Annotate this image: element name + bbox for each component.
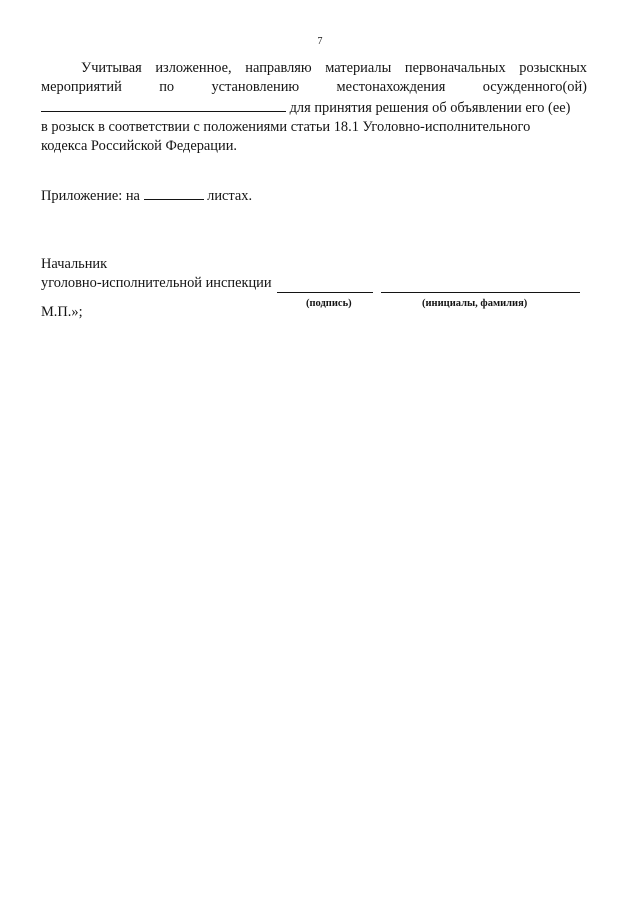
paragraph-line-1 <box>41 59 587 78</box>
word: местонахождения <box>336 79 446 95</box>
caption-name: (инициалы, фамилия) <box>422 298 528 309</box>
signer-title-line-1: Начальник <box>41 256 108 272</box>
word: осужденного(ой) <box>482 79 587 95</box>
word: по <box>159 79 175 95</box>
signer-title-line-2: уголовно-исполнительной инспекции <box>41 275 272 291</box>
stamp-place: М.П.»; <box>41 304 83 320</box>
word: установлению <box>211 79 300 95</box>
word: изложенное, <box>155 60 232 76</box>
paragraph-line-2 <box>41 78 587 97</box>
signature-block <box>41 255 587 309</box>
appendix-suffix: листах. <box>207 188 253 204</box>
name-blank[interactable] <box>381 278 580 293</box>
word: первоначальных <box>404 60 506 76</box>
word: направляю <box>245 60 312 76</box>
word: Учитывая <box>81 60 142 76</box>
word: мероприятий <box>41 79 122 95</box>
signature-blank[interactable] <box>277 278 373 293</box>
page-number: 7 <box>317 36 323 47</box>
signer-title-row <box>41 274 587 293</box>
paragraph-line-3 <box>41 97 587 118</box>
paragraph-line-4: в розыск в соответствии с положениями статьи 18.1 Уголовно-исполнительного <box>41 119 531 135</box>
word: материалы <box>325 60 392 76</box>
paragraph-line-5: кодекса Российской Федерации. <box>41 138 238 154</box>
appendix-prefix: Приложение: на <box>41 188 140 204</box>
paragraph-line-3-text: для принятия решения об объявлении его (ее) <box>289 100 571 116</box>
caption-signature: (подпись) <box>306 298 352 309</box>
word: розыскных <box>519 60 587 76</box>
convict-name-blank[interactable] <box>41 97 286 112</box>
sheets-count-blank[interactable] <box>144 185 204 200</box>
main-paragraph <box>41 59 587 156</box>
appendix-line <box>41 185 587 206</box>
